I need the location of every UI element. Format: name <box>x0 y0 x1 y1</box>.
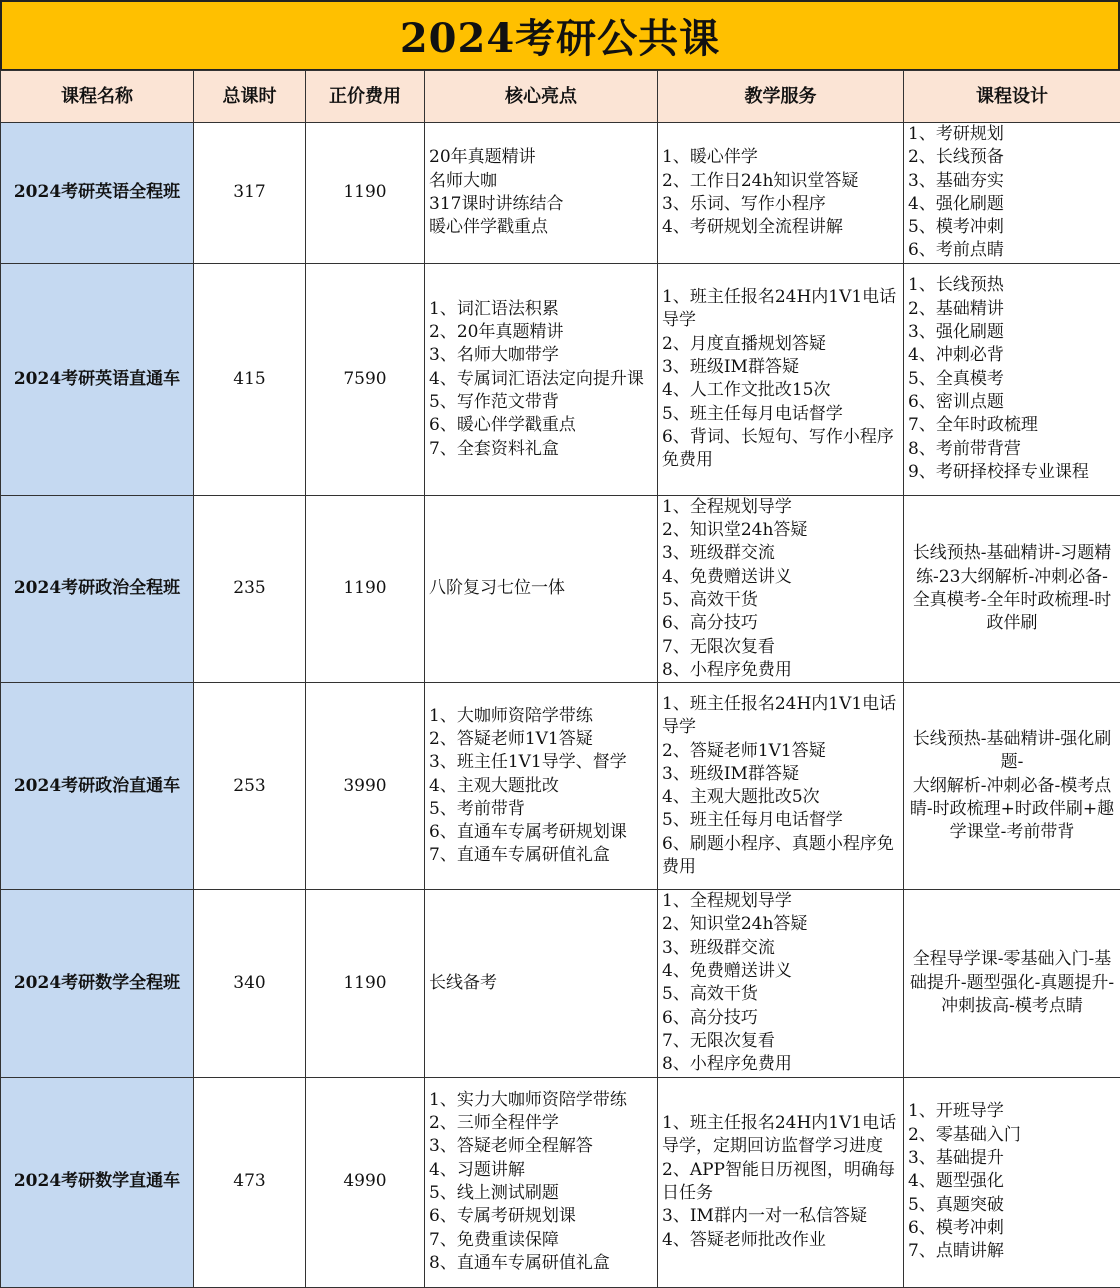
services-line: 8、小程序免费用 <box>662 659 899 682</box>
services-line: 4、主观大题批改5次 <box>662 786 899 809</box>
header-design: 课程设计 <box>904 71 1120 123</box>
course-name-cell: 2024考研英语全程班 <box>1 123 194 264</box>
highlights-line: 6、暖心伴学戳重点 <box>429 414 653 437</box>
header-services: 教学服务 <box>658 71 904 123</box>
highlights-line: 20年真题精讲 <box>429 146 653 169</box>
highlights-cell <box>425 683 658 890</box>
services-line: 3、班级IM群答疑 <box>662 356 899 379</box>
table-row <box>1 495 1120 682</box>
price-cell: 4990 <box>306 1077 425 1287</box>
course-name-cell: 2024考研数学直通车 <box>1 1077 194 1287</box>
highlights-line: 3、答疑老师全程解答 <box>429 1135 653 1158</box>
highlights-line: 7、免费重读保障 <box>429 1229 653 1252</box>
design-line: 5、模考冲刺 <box>908 216 1116 239</box>
header-course-name: 课程名称 <box>1 71 194 123</box>
highlights-line: 2、20年真题精讲 <box>429 321 653 344</box>
course-table <box>0 70 1120 1288</box>
services-line: 3、IM群内一对一私信答疑 <box>662 1205 899 1228</box>
services-line: 8、小程序免费用 <box>662 1053 899 1076</box>
course-name-cell: 2024考研政治直通车 <box>1 683 194 890</box>
table-row <box>1 890 1120 1077</box>
services-line: 5、班主任每月电话督学 <box>662 809 899 832</box>
services-line: 1、班主任报名24H内1V1电话导学 <box>662 693 899 740</box>
services-line: 6、背词、长短句、写作小程序免费用 <box>662 426 899 473</box>
highlights-cell <box>425 123 658 264</box>
services-line: 5、高效干货 <box>662 589 899 612</box>
design-cell <box>904 890 1120 1077</box>
highlights-line: 2、三师全程伴学 <box>429 1112 653 1135</box>
highlights-line: 4、专属词汇语法定向提升课 <box>429 368 653 391</box>
design-line: 6、密训点题 <box>908 391 1116 414</box>
course-name-cell: 2024考研数学全程班 <box>1 890 194 1077</box>
highlights-line: 4、习题讲解 <box>429 1159 653 1182</box>
total-hours-cell: 317 <box>194 123 306 264</box>
design-line: 2、零基础入门 <box>908 1124 1116 1147</box>
services-cell <box>658 683 904 890</box>
design-line: 3、基础提升 <box>908 1147 1116 1170</box>
header-total-hours: 总课时 <box>194 71 306 123</box>
services-line: 4、免费赠送讲义 <box>662 960 899 983</box>
highlights-line: 6、专属考研规划课 <box>429 1205 653 1228</box>
services-cell <box>658 495 904 682</box>
design-line: 3、强化刷题 <box>908 321 1116 344</box>
services-line: 3、乐词、写作小程序 <box>662 193 899 216</box>
design-line: 4、强化刷题 <box>908 193 1116 216</box>
design-line: 5、真题突破 <box>908 1194 1116 1217</box>
total-hours-cell: 473 <box>194 1077 306 1287</box>
highlights-line: 4、主观大题批改 <box>429 775 653 798</box>
highlights-line: 暖心伴学戳重点 <box>429 216 653 239</box>
design-line: 长线预热-基础精讲-习题精练-23大纲解析-冲刺必备-全真模考-全年时政梳理-时政伴刷 <box>908 542 1116 635</box>
highlights-line: 8、直通车专属研值礼盒 <box>429 1252 653 1275</box>
services-line: 1、班主任报名24H内1V1电话导学 <box>662 286 899 333</box>
design-line: 长线预热-基础精讲-强化刷题- <box>908 728 1116 775</box>
price-cell: 7590 <box>306 263 425 495</box>
design-line: 9、考研择校择专业课程 <box>908 461 1116 484</box>
services-line: 2、答疑老师1V1答疑 <box>662 740 899 763</box>
design-cell <box>904 495 1120 682</box>
highlights-line: 1、大咖师资陪学带练 <box>429 705 653 728</box>
design-line: 1、开班导学 <box>908 1100 1116 1123</box>
design-line: 7、点睛讲解 <box>908 1240 1116 1263</box>
services-line: 4、人工作文批改15次 <box>662 379 899 402</box>
services-line: 2、APP智能日历视图，明确每日任务 <box>662 1159 899 1206</box>
services-cell <box>658 1077 904 1287</box>
services-line: 7、无限次复看 <box>662 1030 899 1053</box>
design-cell <box>904 123 1120 264</box>
design-line: 全程导学课-零基础入门-基础提升-题型强化-真题提升-冲刺拔高-模考点睛 <box>908 948 1116 1018</box>
services-line: 2、知识堂24h答疑 <box>662 519 899 542</box>
highlights-line: 名师大咖 <box>429 170 653 193</box>
table-row <box>1 263 1120 495</box>
design-line: 6、模考冲刺 <box>908 1217 1116 1240</box>
services-line: 1、暖心伴学 <box>662 146 899 169</box>
design-line: 5、全真模考 <box>908 368 1116 391</box>
services-line: 4、考研规划全流程讲解 <box>662 216 899 239</box>
design-line: 6、考前点睛 <box>908 239 1116 262</box>
services-line: 1、班主任报名24H内1V1电话导学，定期回访监督学习进度 <box>662 1112 899 1159</box>
price-cell: 3990 <box>306 683 425 890</box>
total-hours-cell: 253 <box>194 683 306 890</box>
course-name-cell: 2024考研英语直通车 <box>1 263 194 495</box>
table-row <box>1 123 1120 264</box>
price-cell: 1190 <box>306 890 425 1077</box>
services-line: 6、高分技巧 <box>662 612 899 635</box>
table-header-row <box>1 71 1120 123</box>
design-cell <box>904 683 1120 890</box>
services-line: 1、全程规划导学 <box>662 890 899 913</box>
services-line: 3、班级群交流 <box>662 542 899 565</box>
design-line: 8、考前带背营 <box>908 438 1116 461</box>
highlights-line: 5、写作范文带背 <box>429 391 653 414</box>
design-cell <box>904 263 1120 495</box>
design-line: 大纲解析-冲刺必备-模考点睛-时政梳理+时政伴刷+趣学课堂-考前带背 <box>908 775 1116 845</box>
services-line: 7、无限次复看 <box>662 636 899 659</box>
highlights-line: 6、直通车专属考研规划课 <box>429 821 653 844</box>
total-hours-cell: 235 <box>194 495 306 682</box>
highlights-cell <box>425 1077 658 1287</box>
highlights-line: 3、名师大咖带学 <box>429 344 653 367</box>
highlights-cell <box>425 495 658 682</box>
total-hours-cell: 415 <box>194 263 306 495</box>
services-line: 4、免费赠送讲义 <box>662 566 899 589</box>
table-row <box>1 1077 1120 1287</box>
table-row <box>1 683 1120 890</box>
highlights-line: 3、班主任1V1导学、督学 <box>429 751 653 774</box>
price-cell: 1190 <box>306 123 425 264</box>
design-line: 1、长线预热 <box>908 274 1116 297</box>
highlights-line: 2、答疑老师1V1答疑 <box>429 728 653 751</box>
highlights-line: 长线备考 <box>429 972 653 995</box>
highlights-line: 7、全套资料礼盒 <box>429 438 653 461</box>
services-line: 5、班主任每月电话督学 <box>662 403 899 426</box>
design-line: 1、考研规划 <box>908 123 1116 146</box>
design-cell <box>904 1077 1120 1287</box>
design-line: 2、基础精讲 <box>908 298 1116 321</box>
header-price: 正价费用 <box>306 71 425 123</box>
highlights-line: 7、直通车专属研值礼盒 <box>429 844 653 867</box>
services-cell <box>658 263 904 495</box>
design-line: 7、全年时政梳理 <box>908 414 1116 437</box>
design-line: 3、基础夯实 <box>908 170 1116 193</box>
design-line: 2、长线预备 <box>908 146 1116 169</box>
highlights-cell <box>425 263 658 495</box>
services-cell <box>658 123 904 264</box>
highlights-line: 八阶复习七位一体 <box>429 577 653 600</box>
highlights-line: 5、线上测试刷题 <box>429 1182 653 1205</box>
highlights-line: 1、词汇语法积累 <box>429 298 653 321</box>
course-name-cell: 2024考研政治全程班 <box>1 495 194 682</box>
highlights-cell <box>425 890 658 1077</box>
total-hours-cell: 340 <box>194 890 306 1077</box>
services-line: 6、刷题小程序、真题小程序免费用 <box>662 833 899 880</box>
highlights-line: 1、实力大咖师资陪学带练 <box>429 1089 653 1112</box>
services-cell <box>658 890 904 1077</box>
services-line: 1、全程规划导学 <box>662 496 899 519</box>
services-line: 2、工作日24h知识堂答疑 <box>662 170 899 193</box>
services-line: 2、知识堂24h答疑 <box>662 913 899 936</box>
highlights-line: 317课时讲练结合 <box>429 193 653 216</box>
services-line: 2、月度直播规划答疑 <box>662 333 899 356</box>
highlights-line: 5、考前带背 <box>429 798 653 821</box>
services-line: 4、答疑老师批改作业 <box>662 1229 899 1252</box>
design-line: 4、冲刺必背 <box>908 344 1116 367</box>
sheet-title: 2024考研公共课 <box>0 0 1120 70</box>
services-line: 5、高效干货 <box>662 983 899 1006</box>
price-cell: 1190 <box>306 495 425 682</box>
services-line: 3、班级群交流 <box>662 937 899 960</box>
design-line: 4、题型强化 <box>908 1170 1116 1193</box>
services-line: 3、班级IM群答疑 <box>662 763 899 786</box>
services-line: 6、高分技巧 <box>662 1007 899 1030</box>
header-highlights: 核心亮点 <box>425 71 658 123</box>
